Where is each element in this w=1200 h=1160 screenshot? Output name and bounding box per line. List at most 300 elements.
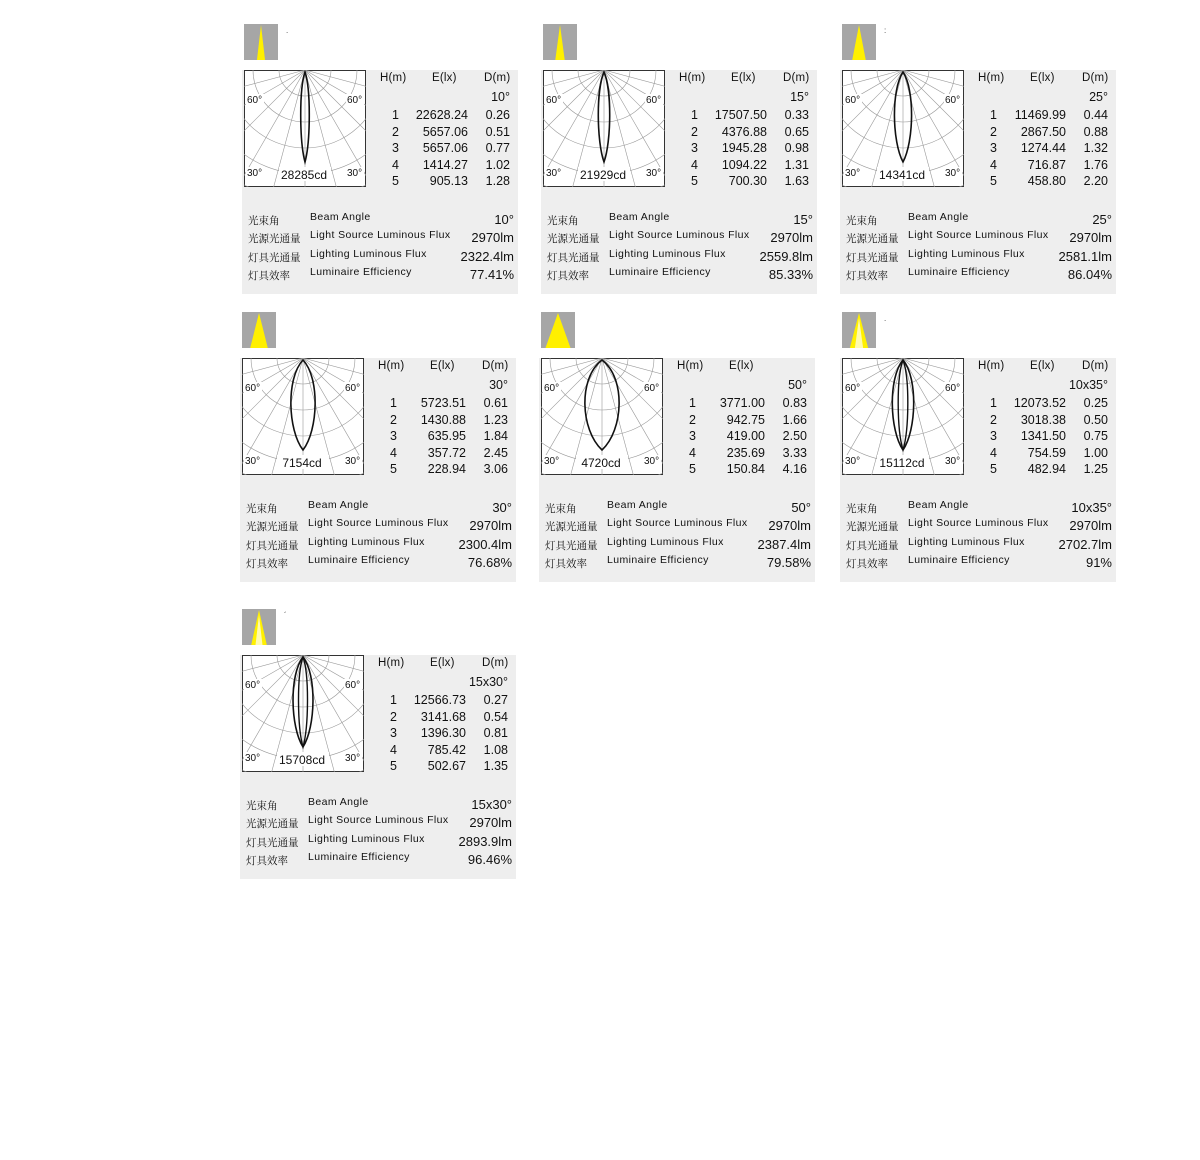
table-row xyxy=(669,413,813,429)
angle-label-30-right: 30° xyxy=(345,753,361,764)
row-height: 5 xyxy=(689,462,696,477)
table-row xyxy=(671,141,815,157)
info-panel xyxy=(240,655,516,879)
polar-diagram xyxy=(242,358,364,475)
header-diameter: D(m) xyxy=(783,72,810,84)
row-height: 4 xyxy=(990,445,997,460)
angle-label-60-left: 60° xyxy=(845,383,861,394)
row-height: 2 xyxy=(392,124,399,139)
beam-angle-value: 25° xyxy=(1092,212,1112,227)
beam-angle-label-zh: 光束角 xyxy=(846,215,878,227)
peak-candela: 14341cd xyxy=(878,168,926,182)
beam-angle-top: 30° xyxy=(489,378,508,392)
luminaire-flux-label-zh: 灯具光通量 xyxy=(846,539,899,552)
beam-angle-value: 50° xyxy=(791,500,811,515)
row-height: 5 xyxy=(390,462,397,477)
source-flux-value: 2970lm xyxy=(1069,230,1112,246)
row-diameter: 1.08 xyxy=(483,742,508,757)
info-panel xyxy=(840,70,1116,294)
row-height: 2 xyxy=(390,412,397,427)
info-panel xyxy=(539,358,815,582)
luminaire-flux-label-en: Lighting Luminous Flux xyxy=(607,535,724,548)
row-height: 5 xyxy=(392,174,399,189)
source-flux-row xyxy=(547,228,815,246)
row-height: 1 xyxy=(990,396,997,410)
beam-angle-label-en: Beam Angle xyxy=(908,499,969,511)
row-diameter: 0.27 xyxy=(483,693,508,707)
angle-label-30-left: 30° xyxy=(546,168,562,179)
beam-angle-value: 10° xyxy=(494,212,514,227)
row-diameter: 2.20 xyxy=(1083,174,1108,189)
angle-label-30-right: 30° xyxy=(646,168,662,179)
angle-label-60-left: 60° xyxy=(245,383,261,394)
luminaire-flux-row xyxy=(246,535,514,553)
beam-angle-row xyxy=(246,795,514,813)
row-illuminance: 1396.30 xyxy=(420,726,466,741)
row-diameter: 1.35 xyxy=(483,759,508,774)
angle-label-30-left: 30° xyxy=(245,456,261,467)
luminaire-flux-label-en: Lighting Luminous Flux xyxy=(308,832,425,845)
row-height: 5 xyxy=(691,174,698,189)
row-illuminance: 2867.50 xyxy=(1020,124,1066,139)
row-height: 2 xyxy=(990,412,997,427)
row-illuminance: 235.69 xyxy=(726,445,765,460)
luminaire-flux-label-zh: 灯具光通量 xyxy=(246,539,299,552)
header-height: H(m) xyxy=(677,360,704,372)
luminaire-card xyxy=(840,24,1116,316)
table-row xyxy=(970,462,1114,478)
row-height: 2 xyxy=(390,709,397,724)
beam-angle-label-zh: 光束角 xyxy=(545,503,577,515)
luminaire-efficiency-row xyxy=(545,553,813,571)
angle-label-30-right: 30° xyxy=(644,456,660,467)
row-height: 3 xyxy=(990,429,997,444)
row-illuminance: 482.94 xyxy=(1027,462,1066,477)
header-height: H(m) xyxy=(978,360,1005,372)
row-diameter: 0.61 xyxy=(483,396,508,410)
row-diameter: 0.98 xyxy=(784,141,809,156)
tick-mark: ´ xyxy=(284,611,287,620)
table-row xyxy=(970,174,1114,190)
beam-angle-top: 50° xyxy=(788,378,807,392)
row-height: 4 xyxy=(691,157,698,172)
angle-label-60-left: 60° xyxy=(245,680,261,691)
header-diameter: D(m) xyxy=(484,72,511,84)
row-height: 5 xyxy=(990,174,997,189)
header-illuminance: E(lx) xyxy=(430,657,455,669)
luminaire-efficiency-label-zh: 灯具效率 xyxy=(846,557,888,570)
angle-label-60-left: 60° xyxy=(247,95,263,106)
beam-cone-icon xyxy=(842,24,876,60)
luminaire-flux-label-zh: 灯具光通量 xyxy=(846,251,899,264)
table-row xyxy=(669,429,813,445)
row-illuminance: 458.80 xyxy=(1027,174,1066,189)
source-flux-row xyxy=(846,516,1114,534)
luminaire-flux-value: 2559.8lm xyxy=(759,248,813,264)
beam-angle-value: 10x35° xyxy=(1071,500,1112,515)
row-illuminance: 716.87 xyxy=(1027,157,1066,172)
row-illuminance: 11469.99 xyxy=(1014,108,1066,122)
source-flux-label-en: Light Source Luminous Flux xyxy=(308,517,449,530)
table-row xyxy=(970,125,1114,141)
row-diameter: 0.75 xyxy=(1083,429,1108,444)
row-illuminance: 635.95 xyxy=(427,429,466,444)
luminaire-efficiency-label-zh: 灯具效率 xyxy=(545,557,587,570)
row-diameter: 0.83 xyxy=(782,396,807,410)
row-diameter: 0.65 xyxy=(784,124,809,139)
luminaire-flux-label-en: Lighting Luminous Flux xyxy=(908,247,1025,260)
header-illuminance: E(lx) xyxy=(430,360,455,372)
row-height: 4 xyxy=(990,157,997,172)
luminaire-efficiency-value: 79.58% xyxy=(766,554,811,570)
angle-label-30-right: 30° xyxy=(945,456,961,467)
angle-label-60-right: 60° xyxy=(945,95,961,106)
luminaire-flux-value: 2893.9lm xyxy=(458,833,512,849)
header-diameter: D(m) xyxy=(482,360,509,372)
row-diameter: 0.51 xyxy=(485,124,510,139)
luminaire-flux-label-en: Lighting Luminous Flux xyxy=(908,535,1025,548)
row-illuminance: 5657.06 xyxy=(422,141,468,156)
source-flux-value: 2970lm xyxy=(469,815,512,831)
row-illuminance: 150.84 xyxy=(726,462,765,477)
row-height: 3 xyxy=(390,726,397,741)
beam-cone-icon xyxy=(543,24,577,60)
row-illuminance: 5723.51 xyxy=(420,396,466,410)
source-flux-row xyxy=(545,516,813,534)
luminaire-efficiency-label-en: Luminaire Efficiency xyxy=(609,265,711,278)
luminaire-efficiency-row xyxy=(246,850,514,868)
row-diameter: 0.33 xyxy=(784,108,809,122)
row-height: 5 xyxy=(390,759,397,774)
row-height: 3 xyxy=(689,429,696,444)
row-illuminance: 12566.73 xyxy=(413,693,466,707)
table-row xyxy=(970,158,1114,174)
table-row xyxy=(671,108,815,124)
header-height: H(m) xyxy=(378,657,405,669)
row-diameter: 0.44 xyxy=(1083,108,1108,122)
beam-angle-row xyxy=(545,498,813,516)
luminaire-efficiency-row xyxy=(547,265,815,283)
angle-label-60-right: 60° xyxy=(644,383,660,394)
beam-angle-value: 15° xyxy=(793,212,813,227)
beam-angle-label-en: Beam Angle xyxy=(607,499,668,511)
beam-angle-row xyxy=(248,210,516,228)
row-illuminance: 5657.06 xyxy=(422,124,468,139)
tick-mark: . xyxy=(286,26,289,35)
luminaire-efficiency-label-zh: 灯具效率 xyxy=(547,269,589,282)
row-height: 2 xyxy=(689,412,696,427)
row-diameter: 0.77 xyxy=(485,141,510,156)
header-height: H(m) xyxy=(378,360,405,372)
beam-angle-label-en: Beam Angle xyxy=(908,211,969,223)
info-panel xyxy=(840,358,1116,582)
angle-label-60-right: 60° xyxy=(345,383,361,394)
beam-angle-top: 15x30° xyxy=(468,675,508,689)
luminaire-efficiency-value: 76.68% xyxy=(467,554,512,570)
tick-mark: . xyxy=(884,314,887,323)
beam-angle-label-zh: 光束角 xyxy=(547,215,579,227)
row-illuminance: 700.30 xyxy=(728,174,767,189)
luminaire-efficiency-label-zh: 灯具效率 xyxy=(246,854,288,867)
angle-label-60-left: 60° xyxy=(546,95,562,106)
source-flux-label-en: Light Source Luminous Flux xyxy=(310,229,451,242)
beam-angle-row xyxy=(547,210,815,228)
row-diameter: 1.02 xyxy=(485,157,510,172)
luminaire-efficiency-label-en: Luminaire Efficiency xyxy=(308,553,410,566)
beam-angle-label-en: Beam Angle xyxy=(308,499,369,511)
source-flux-row xyxy=(846,228,1114,246)
header-diameter: D(m) xyxy=(1082,72,1109,84)
luminaire-flux-value: 2581.1lm xyxy=(1058,248,1112,264)
header-illuminance: E(lx) xyxy=(731,72,756,84)
luminaire-flux-label-zh: 灯具光通量 xyxy=(248,251,301,264)
row-height: 4 xyxy=(390,742,397,757)
row-illuminance: 942.75 xyxy=(726,412,765,427)
beam-cone-icon xyxy=(541,312,575,348)
beam-angle-label-zh: 光束角 xyxy=(846,503,878,515)
luminaire-card xyxy=(840,312,1116,604)
luminaire-flux-label-zh: 灯具光通量 xyxy=(545,539,598,552)
polar-diagram xyxy=(543,70,665,187)
angle-label-60-left: 60° xyxy=(845,95,861,106)
row-illuminance: 3141.68 xyxy=(420,709,466,724)
row-illuminance: 1945.28 xyxy=(721,141,767,156)
row-illuminance: 502.67 xyxy=(427,759,466,774)
luminaire-efficiency-value: 96.46% xyxy=(467,851,512,867)
header-height: H(m) xyxy=(679,72,706,84)
luminaire-flux-row xyxy=(248,247,516,265)
row-illuminance: 3771.00 xyxy=(719,396,765,410)
source-flux-value: 2970lm xyxy=(1069,518,1112,534)
row-diameter: 1.00 xyxy=(1083,445,1108,460)
row-diameter: 1.25 xyxy=(1083,462,1108,477)
luminaire-efficiency-value: 86.04% xyxy=(1067,266,1112,282)
angle-label-30-left: 30° xyxy=(245,753,261,764)
angle-label-60-right: 60° xyxy=(945,383,961,394)
table-row xyxy=(372,174,516,190)
row-illuminance: 1414.27 xyxy=(422,157,468,172)
beam-angle-label-zh: 光束角 xyxy=(248,215,280,227)
luminaire-efficiency-value: 77.41% xyxy=(469,266,514,282)
info-panel xyxy=(242,70,518,294)
luminaire-efficiency-label-zh: 灯具效率 xyxy=(246,557,288,570)
beam-angle-row xyxy=(846,210,1114,228)
luminaire-efficiency-label-zh: 灯具效率 xyxy=(846,269,888,282)
source-flux-label-zh: 光源光通量 xyxy=(246,521,299,534)
source-flux-label-zh: 光源光通量 xyxy=(846,521,899,534)
header-illuminance: E(lx) xyxy=(432,72,457,84)
row-diameter: 1.76 xyxy=(1083,157,1108,172)
source-flux-label-en: Light Source Luminous Flux xyxy=(908,517,1049,530)
row-illuminance: 905.13 xyxy=(429,174,468,189)
angle-label-30-left: 30° xyxy=(544,456,560,467)
row-height: 3 xyxy=(390,429,397,444)
row-height: 1 xyxy=(390,693,397,707)
beam-cone-icon xyxy=(242,609,276,645)
row-diameter: 1.28 xyxy=(485,174,510,189)
source-flux-value: 2970lm xyxy=(471,230,514,246)
source-flux-row xyxy=(248,228,516,246)
luminaire-flux-value: 2300.4lm xyxy=(458,536,512,552)
source-flux-label-en: Light Source Luminous Flux xyxy=(908,229,1049,242)
tick-mark: : xyxy=(884,26,887,35)
luminaire-flux-value: 2702.7lm xyxy=(1058,536,1112,552)
angle-label-30-right: 30° xyxy=(945,168,961,179)
beam-cone-icon xyxy=(842,312,876,348)
beam-angle-label-en: Beam Angle xyxy=(308,796,369,808)
table-row xyxy=(370,462,514,478)
luminaire-efficiency-row xyxy=(248,265,516,283)
info-panel xyxy=(240,358,516,582)
row-illuminance: 1430.88 xyxy=(420,412,466,427)
table-row xyxy=(669,446,813,462)
row-height: 3 xyxy=(392,141,399,156)
table-row xyxy=(671,158,815,174)
luminaire-flux-row xyxy=(547,247,815,265)
angle-label-60-right: 60° xyxy=(347,95,363,106)
header-illuminance: E(lx) xyxy=(1030,360,1055,372)
table-row xyxy=(970,141,1114,157)
table-row xyxy=(671,174,815,190)
header-illuminance: E(lx) xyxy=(729,360,754,372)
source-flux-label-en: Light Source Luminous Flux xyxy=(607,517,748,530)
luminaire-efficiency-value: 85.33% xyxy=(768,266,813,282)
row-height: 1 xyxy=(990,108,997,122)
luminaire-flux-label-en: Lighting Luminous Flux xyxy=(308,535,425,548)
table-row xyxy=(970,429,1114,445)
row-height: 1 xyxy=(689,396,696,410)
row-height: 4 xyxy=(392,157,399,172)
table-row xyxy=(370,710,514,726)
source-flux-value: 2970lm xyxy=(768,518,811,534)
row-diameter: 0.88 xyxy=(1083,124,1108,139)
peak-candela: 7154cd xyxy=(282,456,322,470)
polar-diagram xyxy=(244,70,366,187)
source-flux-value: 2970lm xyxy=(469,518,512,534)
table-row xyxy=(372,108,516,124)
row-illuminance: 754.59 xyxy=(1027,445,1066,460)
row-diameter: 0.50 xyxy=(1083,412,1108,427)
angle-label-30-left: 30° xyxy=(845,456,861,467)
table-row xyxy=(370,726,514,742)
luminaire-flux-value: 2387.4lm xyxy=(757,536,811,552)
source-flux-row xyxy=(246,813,514,831)
luminaire-efficiency-value: 91% xyxy=(1085,554,1112,570)
luminaire-flux-label-en: Lighting Luminous Flux xyxy=(310,247,427,260)
row-illuminance: 419.00 xyxy=(726,429,765,444)
source-flux-row xyxy=(246,516,514,534)
angle-label-30-right: 30° xyxy=(347,168,363,179)
luminaire-flux-row xyxy=(545,535,813,553)
source-flux-label-en: Light Source Luminous Flux xyxy=(609,229,750,242)
row-diameter: 1.32 xyxy=(1083,141,1108,156)
peak-candela: 21929cd xyxy=(579,168,627,182)
source-flux-label-zh: 光源光通量 xyxy=(246,818,299,831)
table-row xyxy=(370,446,514,462)
polar-diagram xyxy=(242,655,364,772)
header-illuminance: E(lx) xyxy=(1030,72,1055,84)
luminaire-card xyxy=(240,609,516,901)
luminaire-flux-row xyxy=(246,832,514,850)
beam-angle-top: 25° xyxy=(1089,90,1108,104)
row-diameter: 3.06 xyxy=(483,462,508,477)
luminaire-card xyxy=(539,312,815,604)
luminaire-efficiency-row xyxy=(846,553,1114,571)
table-row xyxy=(669,462,813,478)
row-diameter: 1.23 xyxy=(483,412,508,427)
header-height: H(m) xyxy=(978,72,1005,84)
row-height: 5 xyxy=(990,462,997,477)
row-illuminance: 4376.88 xyxy=(721,124,767,139)
luminaire-flux-row xyxy=(846,247,1114,265)
luminaire-flux-label-zh: 灯具光通量 xyxy=(246,836,299,849)
peak-candela: 15112cd xyxy=(879,456,925,470)
angle-label-60-right: 60° xyxy=(345,680,361,691)
beam-cone-icon xyxy=(244,24,278,60)
source-flux-label-zh: 光源光通量 xyxy=(545,521,598,534)
row-illuminance: 3018.38 xyxy=(1020,412,1066,427)
source-flux-value: 2970lm xyxy=(770,230,813,246)
row-illuminance: 1341.50 xyxy=(1020,429,1066,444)
row-illuminance: 785.42 xyxy=(427,742,466,757)
row-diameter: 0.54 xyxy=(483,709,508,724)
angle-label-60-right: 60° xyxy=(646,95,662,106)
table-row xyxy=(372,141,516,157)
polar-diagram xyxy=(842,70,964,187)
row-height: 1 xyxy=(392,108,399,122)
table-row xyxy=(370,693,514,709)
beam-angle-value: 15x30° xyxy=(471,797,512,812)
luminaire-efficiency-label-en: Luminaire Efficiency xyxy=(308,850,410,863)
angle-label-60-left: 60° xyxy=(544,383,560,394)
beam-angle-top: 10° xyxy=(491,90,510,104)
beam-angle-label-en: Beam Angle xyxy=(609,211,670,223)
row-height: 1 xyxy=(390,396,397,410)
luminaire-card xyxy=(240,312,516,604)
row-height: 4 xyxy=(390,445,397,460)
beam-angle-value: 30° xyxy=(492,500,512,515)
row-diameter: 0.81 xyxy=(483,726,508,741)
table-row xyxy=(970,108,1114,124)
beam-angle-row xyxy=(246,498,514,516)
row-diameter: 1.31 xyxy=(784,157,809,172)
angle-label-30-left: 30° xyxy=(845,168,861,179)
row-illuminance: 1274.44 xyxy=(1020,141,1066,156)
luminaire-efficiency-label-en: Luminaire Efficiency xyxy=(310,265,412,278)
table-row xyxy=(370,759,514,775)
peak-candela: 4720cd xyxy=(581,456,621,470)
row-illuminance: 228.94 xyxy=(427,462,466,477)
luminaire-flux-value: 2322.4lm xyxy=(460,248,514,264)
luminaire-efficiency-row xyxy=(846,265,1114,283)
luminaire-efficiency-label-zh: 灯具效率 xyxy=(248,269,290,282)
row-diameter: 4.16 xyxy=(782,462,807,477)
luminaire-efficiency-label-en: Luminaire Efficiency xyxy=(908,553,1010,566)
table-row xyxy=(370,429,514,445)
luminaire-flux-label-en: Lighting Luminous Flux xyxy=(609,247,726,260)
header-height: H(m) xyxy=(380,72,407,84)
source-flux-label-zh: 光源光通量 xyxy=(846,233,899,246)
row-diameter: 1.63 xyxy=(784,174,809,189)
peak-candela: 28285cd xyxy=(280,168,328,182)
row-height: 3 xyxy=(691,141,698,156)
header-diameter: D(m) xyxy=(482,657,509,669)
table-row xyxy=(372,158,516,174)
table-row xyxy=(669,396,813,412)
table-row xyxy=(970,413,1114,429)
row-diameter: 1.66 xyxy=(782,412,807,427)
row-diameter: 3.33 xyxy=(782,445,807,460)
